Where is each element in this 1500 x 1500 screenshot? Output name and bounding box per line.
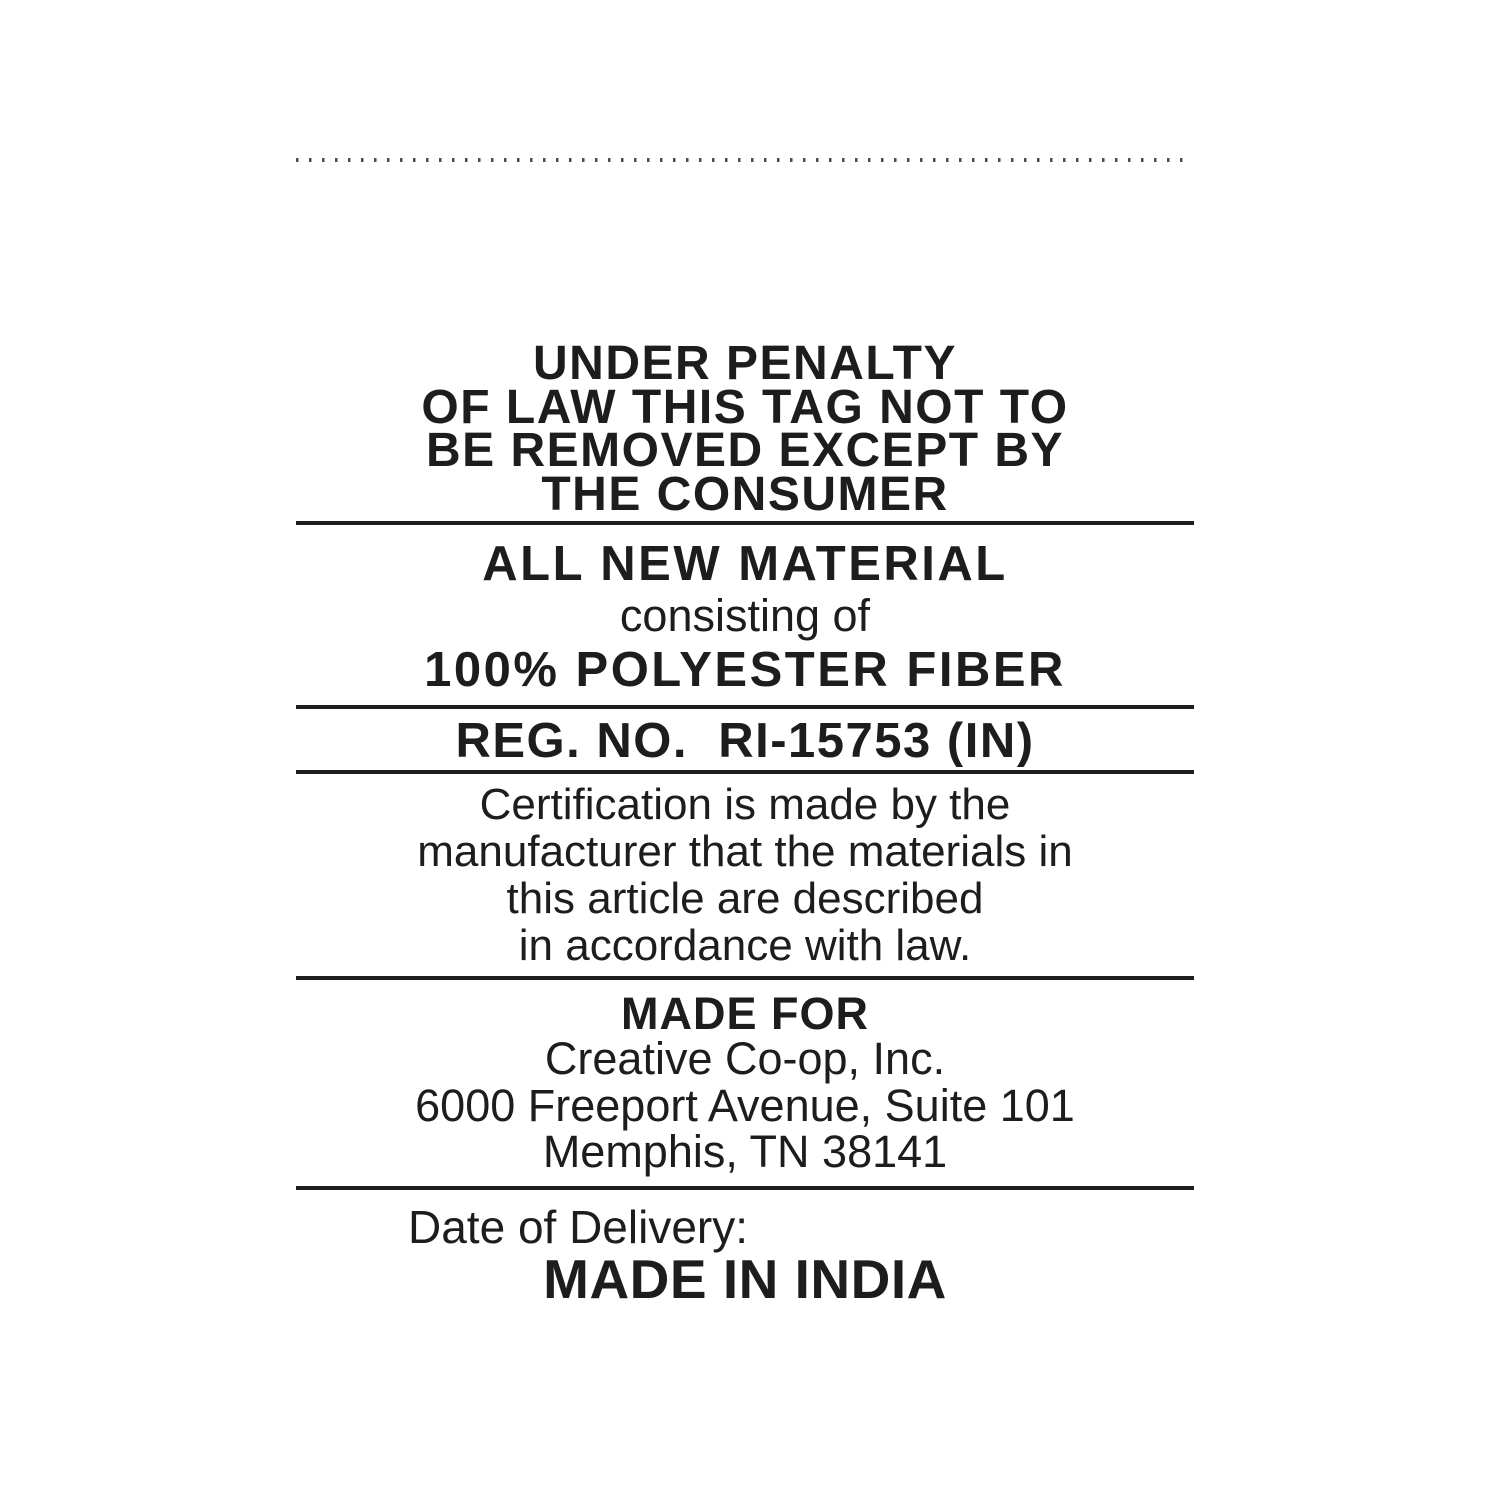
penalty-notice-line: THE CONSUMER (541, 467, 949, 521)
certification-line: manufacturer that the materials in (417, 827, 1073, 876)
divider-line (296, 770, 1194, 774)
country-of-origin: MADE IN INDIA (543, 1248, 947, 1310)
material-subheading: consisting of (619, 590, 871, 641)
company-name: Creative Co-op, Inc. (544, 1033, 946, 1084)
address-line: Memphis, TN 38141 (542, 1126, 948, 1177)
penalty-notice (296, 337, 1194, 521)
divider-line (296, 521, 1194, 525)
address-line: 6000 Freeport Avenue, Suite 101 (415, 1079, 1075, 1131)
registration-number: REG. NO. RI-15753 (IN) (455, 714, 1035, 768)
certification-line: in accordance with law. (518, 921, 972, 970)
delivery-date-label: Date of Delivery: (408, 1201, 749, 1253)
divider-line (296, 976, 1194, 980)
certification-statement (296, 781, 1194, 969)
certification-line: this article are described (506, 874, 984, 923)
material-content: 100% POLYESTER FIBER (424, 643, 1066, 697)
certification-line: Certification is made by the (479, 780, 1011, 829)
penalty-notice-line: UNDER PENALTY (533, 337, 957, 390)
perforated-tear-line (296, 158, 1192, 162)
made-for-heading: MADE FOR (621, 988, 869, 1039)
penalty-notice-line: BE REMOVED EXCEPT BY (425, 424, 1065, 477)
penalty-notice-line: OF LAW THIS TAG NOT TO (421, 380, 1069, 434)
material-heading: ALL NEW MATERIAL (482, 537, 1008, 591)
divider-line (296, 1186, 1194, 1190)
made-for-address (296, 1033, 1194, 1177)
divider-line (296, 705, 1194, 709)
